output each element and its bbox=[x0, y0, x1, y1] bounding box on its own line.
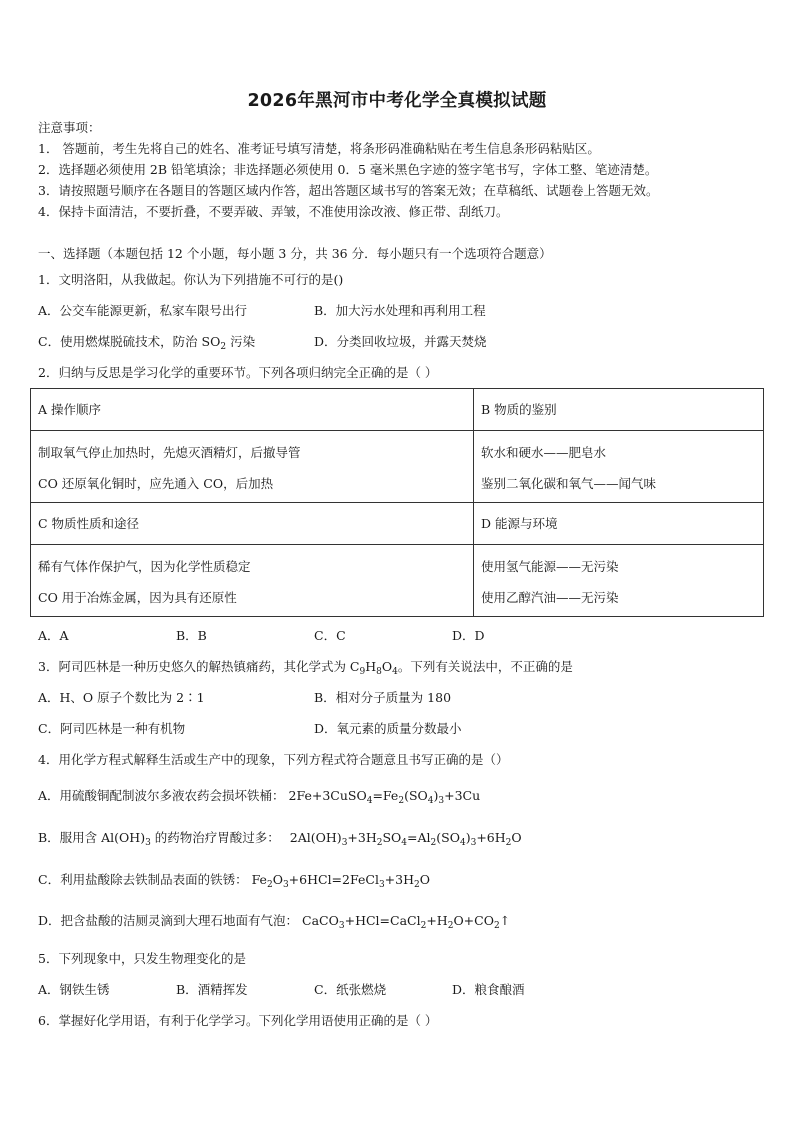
q2-c-item-1: 稀有气体作保护气，因为化学性质稳定 bbox=[38, 559, 251, 574]
q1-option-d: D．分类回收垃圾，并露天焚烧 bbox=[314, 334, 487, 349]
q5-option-a: A．钢铁生锈 bbox=[38, 982, 110, 997]
q2-option-b: B．B bbox=[176, 628, 207, 643]
q2-cell-c-body bbox=[31, 545, 474, 617]
q3-option-c: C．阿司匹林是一种有机物 bbox=[38, 721, 186, 736]
q4-option-b-text-end: 的药物治疗胃酸过多： bbox=[150, 830, 280, 845]
q2-cell-a-body bbox=[31, 431, 474, 503]
q2-cell-b-body bbox=[474, 431, 764, 503]
q5-option-d: D．粮食酿酒 bbox=[452, 982, 525, 997]
q2-cell-d-body bbox=[474, 545, 764, 617]
q4-option-a bbox=[38, 787, 480, 805]
q2-option-a: A．A bbox=[38, 628, 69, 643]
q1-stem: 1．文明洛阳，从我做起。你认为下列措施不可行的是() bbox=[38, 272, 344, 287]
q5-option-b: B．酒精挥发 bbox=[176, 982, 248, 997]
notice-item-4: 4．保持卡面清洁，不要折叠，不要弄破、弄皱，不准使用涂改液、修正带、刮纸刀。 bbox=[38, 204, 509, 219]
q5-option-c: C．纸张燃烧 bbox=[314, 982, 387, 997]
q4-option-a-equation: $2Fe+3CuSO_4=Fe_2(SO_4)_3+3Cu$ bbox=[288, 788, 481, 806]
q4-option-d-equation: $CaCO_3+HCl=CaCl_2+H_2O+CO_2↑$ bbox=[302, 913, 511, 931]
q3-option-b: B．相对分子质量为 180 bbox=[314, 690, 452, 705]
q2-cell-a-head: A 操作顺序 bbox=[31, 389, 474, 431]
q2-b-item-1: 软水和硬水——肥皂水 bbox=[481, 445, 607, 460]
q3-stem bbox=[38, 658, 573, 676]
q3-formula-sub-3: 4 bbox=[392, 667, 398, 677]
notice-item-2: 2．选择题必须使用 2B 铅笔填涂；非选择题必须使用 0．5 毫米黑色字迹的签字笔书写，字体工整、笔迹清楚。 bbox=[38, 162, 658, 177]
q5-stem: 5．下列现象中，只发生物理变化的是 bbox=[38, 951, 246, 966]
q3-stem-text: 3．阿司匹林是一种历史悠久的解热镇痛药，其化学式为 C bbox=[38, 659, 360, 674]
q3-option-d: D．氧元素的质量分数最小 bbox=[314, 721, 462, 736]
q4-option-a-text: A．用硫酸铜配制波尔多液农药会损坏铁桶： bbox=[38, 788, 285, 803]
section-heading: 一、选择题（本题包括 12 个小题，每小题 3 分，共 36 分．每小题只有一个选项符合题意） bbox=[38, 246, 552, 261]
q2-cell-b-head: B 物质的鉴别 bbox=[474, 389, 764, 431]
q1-option-c-text-end: 污染 bbox=[226, 334, 256, 349]
notice-heading: 注意事项： bbox=[38, 120, 101, 135]
q2-cell-d-head: D 能源与环境 bbox=[474, 503, 764, 545]
q4-option-d bbox=[38, 912, 510, 930]
q1-option-c-text: C．使用燃煤脱硫技术，防治 SO bbox=[38, 334, 221, 349]
q4-option-c-equation: $Fe_2O_3+6HCl=2FeCl_3+3H_2O$ bbox=[251, 872, 430, 890]
q1-option-a: A．公交车能源更新，私家车限号出行 bbox=[38, 303, 248, 318]
q3-formula-h: H bbox=[365, 659, 377, 674]
q4-option-c bbox=[38, 871, 430, 889]
exam-title: 2026年黑河市中考化学全真模拟试题 bbox=[247, 91, 547, 111]
q6-stem: 6．掌握好化学用语，有利于化学学习。下列化学用语使用正确的是（ ） bbox=[38, 1013, 438, 1028]
q3-option-a: A．H、O 原子个数比为 2∶1 bbox=[38, 690, 205, 705]
q2-a-item-1: 制取氧气停止加热时，先熄灭酒精灯，后撤导管 bbox=[38, 445, 301, 460]
q2-option-c: C．C bbox=[314, 628, 346, 643]
q3-formula-sub-2: 8 bbox=[376, 667, 382, 677]
q2-table bbox=[30, 388, 764, 617]
q2-stem: 2．归纳与反思是学习化学的重要环节。下列各项归纳完全正确的是（ ） bbox=[38, 365, 438, 380]
q4-option-d-text: D．把含盐酸的洁厕灵滴到大理石地面有气泡： bbox=[38, 913, 299, 928]
q2-c-item-2: CO 用于冶炼金属，因为具有还原性 bbox=[38, 590, 237, 605]
notice-item-1: 1． 答题前，考生先将自己的姓名、准考证号填写清楚，将条形码准确粘贴在考生信息条形码粘贴区。 bbox=[38, 141, 600, 156]
q1-option-c bbox=[38, 333, 255, 351]
q4-option-b-sub: 3 bbox=[145, 838, 151, 848]
q3-stem-text-end: 。下列有关说法中，不正确的是 bbox=[397, 659, 573, 674]
q4-stem: 4．用化学方程式解释生活或生产中的现象，下列方程式符合题意且书写正确的是（） bbox=[38, 752, 509, 767]
q3-formula-o: O bbox=[381, 659, 393, 674]
q2-option-d: D．D bbox=[452, 628, 485, 643]
notice-item-3: 3．请按照题号顺序在各题目的答题区域内作答，超出答题区域书写的答案无效；在草稿纸、试题卷上答题无效。 bbox=[38, 183, 659, 198]
q4-option-b bbox=[38, 829, 522, 847]
q2-d-item-1: 使用氢气能源——无污染 bbox=[481, 559, 619, 574]
q2-b-item-2: 鉴别二氧化碳和氧气——闻气味 bbox=[481, 476, 657, 491]
q4-option-b-text: B．服用含 Al(OH) bbox=[38, 830, 146, 845]
q3-formula-sub-1: 9 bbox=[359, 667, 366, 677]
q2-d-item-2: 使用乙醇汽油——无污染 bbox=[481, 590, 619, 605]
q1-option-c-sub: 2 bbox=[220, 342, 227, 352]
q2-a-item-2: CO 还原氧化铜时，应先通入 CO，后加热 bbox=[38, 476, 274, 491]
q2-cell-c-head: C 物质性质和途径 bbox=[31, 503, 474, 545]
q1-option-b: B．加大污水处理和再利用工程 bbox=[314, 303, 486, 318]
q4-option-b-equation: $2Al(OH)_3+3H_2SO_4=Al_2(SO_4)_3+6H_2O$ bbox=[289, 830, 522, 848]
q4-option-c-text: C．利用盐酸除去铁制品表面的铁锈： bbox=[38, 872, 248, 887]
